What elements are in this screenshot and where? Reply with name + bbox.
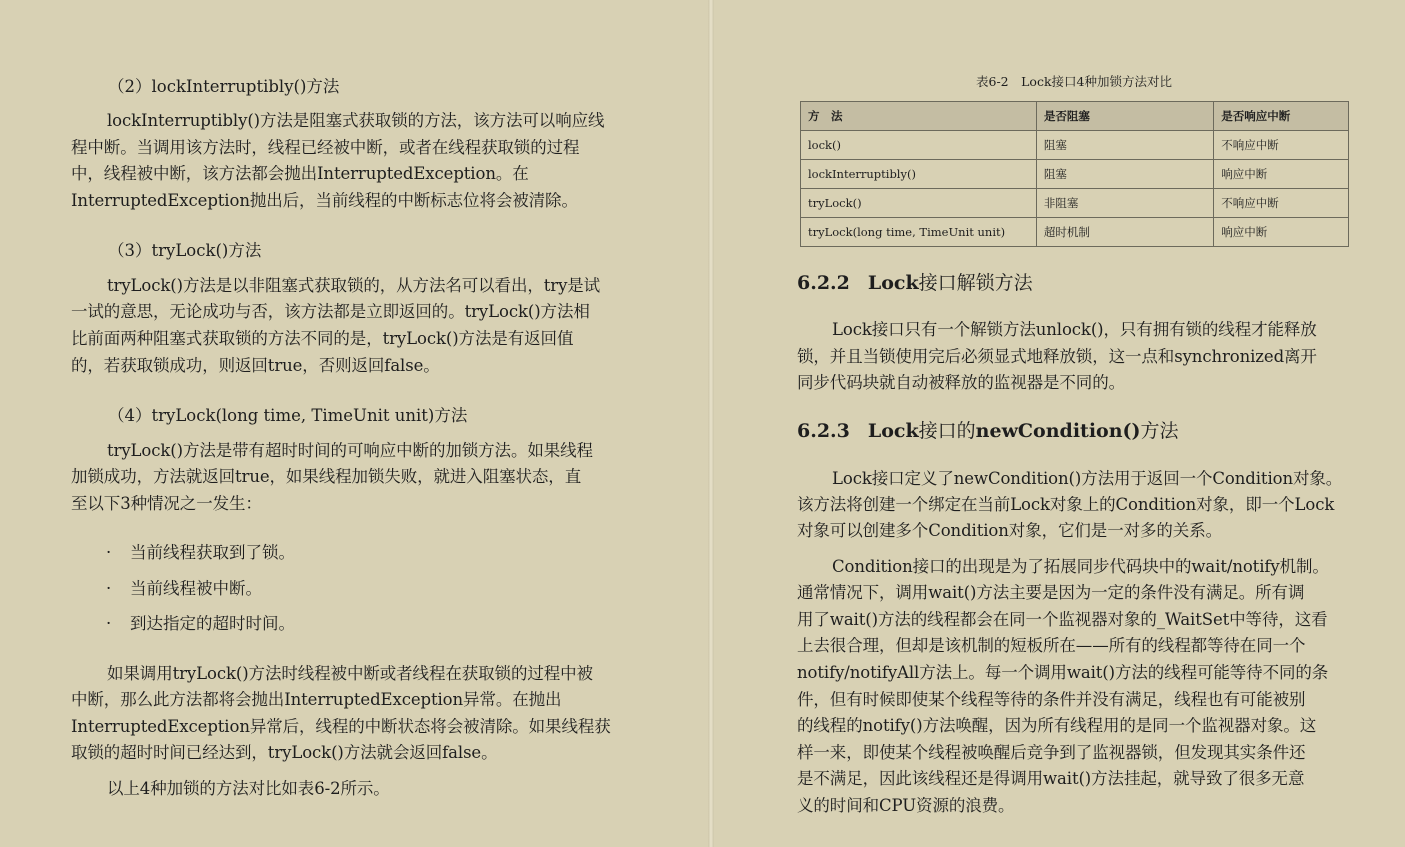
- table-cell: lockInterruptibly(): [801, 160, 1037, 189]
- paragraph-line: InterruptedException抛出后，当前线程的中断标志位将会被清除。: [71, 191, 578, 210]
- paragraph-line: 程中断。当调用该方法时，线程已经被中断，或者在线程获取锁的过程: [71, 138, 580, 157]
- table-cell: 非阻塞: [1036, 189, 1213, 218]
- list-item-text: 到达指定的超时时间。: [130, 614, 295, 633]
- paragraph-line: 如果调用tryLock()方法时线程被中断或者线程在获取锁的过程中被: [107, 664, 593, 683]
- table-cell: 超时机制: [1036, 218, 1213, 247]
- paragraph-line: 的线程的notify()方法唤醒，因为所有线程用的是同一个监视器对象。这: [797, 716, 1317, 735]
- bullet-marker: ·: [106, 614, 112, 633]
- paragraph-line: 比前面两种阻塞式获取锁的方法不同的是，tryLock()方法是有返回值: [71, 329, 574, 348]
- list-item: [106, 611, 295, 637]
- list-item: [106, 576, 262, 602]
- paragraph-line: Lock接口定义了newCondition()方法用于返回一个Condition对象。: [832, 469, 1343, 488]
- column-header-blocking: 是否阻塞: [1036, 102, 1213, 131]
- table-cell: lock(): [801, 131, 1037, 160]
- heading-lockinterruptibly: （2）lockInterruptibly()方法: [108, 77, 340, 96]
- column-header-method: 方 法: [801, 102, 1037, 131]
- table-cell: 不响应中断: [1214, 189, 1349, 218]
- lock-methods-table: [800, 101, 1349, 247]
- paragraph-line: 取锁的超时时间已经达到，tryLock()方法就会返回false。: [71, 743, 498, 762]
- section-title-part: 接口的: [918, 420, 976, 442]
- table-row: [801, 160, 1349, 189]
- paragraph-line: 该方法将创建一个绑定在当前Lock对象上的Condition对象，即一个Lock: [797, 495, 1335, 514]
- section-heading-newcondition: [797, 418, 1179, 444]
- section-number: 6.2.3: [797, 420, 850, 442]
- paragraph-line: 是不满足，因此该线程还是得调用wait()方法挂起，就导致了很多无意: [797, 769, 1305, 788]
- section-heading-unlock: [797, 270, 1033, 296]
- table-caption: 表6-2 Lock接口4种加锁方法对比: [976, 74, 1172, 89]
- paragraph-line: notify/notifyAll方法上。每一个调用wait()方法的线程可能等待不同的条: [797, 663, 1329, 682]
- table-cell: tryLock(long time, TimeUnit unit): [801, 218, 1037, 247]
- paragraph-line: 对象可以创建多个Condition对象，它们是一对多的关系。: [797, 521, 1222, 540]
- table-cell: 响应中断: [1214, 160, 1349, 189]
- paragraph-line: lockInterruptibly()方法是阻塞式获取锁的方法，该方法可以响应线: [107, 111, 605, 130]
- table-header-row: [801, 102, 1349, 131]
- paragraph-line: 上去很合理，但却是该机制的短板所在——所有的线程都等待在同一个: [797, 636, 1306, 655]
- paragraph-line: 样一来，即使某个线程被唤醒后竞争到了监视器锁，但发现其实条件还: [797, 743, 1306, 762]
- paragraph-line: tryLock()方法是带有超时时间的可响应中断的加锁方法。如果线程: [107, 441, 593, 460]
- paragraph-line: tryLock()方法是以非阻塞式获取锁的，从方法名可以看出，try是试: [107, 276, 601, 295]
- section-title-part: newCondition(): [975, 420, 1141, 442]
- table-row: [801, 218, 1349, 247]
- paragraph-line: 用了wait()方法的线程都会在同一个监视器对象的_WaitSet中等待，这看: [797, 610, 1328, 629]
- paragraph-line: 加锁成功，方法就返回true，如果线程加锁失败，就进入阻塞状态，直: [71, 467, 582, 486]
- paragraph-line: 的，若获取锁成功，则返回true，否则返回false。: [71, 356, 440, 375]
- paragraph-line: 中断，那么此方法都将会抛出InterruptedException异常。在抛出: [71, 690, 562, 709]
- paragraph-line: Condition接口的出现是为了拓展同步代码块中的wait/notify机制。: [832, 557, 1329, 576]
- bullet-marker: ·: [106, 543, 112, 562]
- paragraph-line: 通常情况下，调用wait()方法主要是因为一定的条件没有满足。所有调: [797, 583, 1305, 602]
- list-item-text: 当前线程获取到了锁。: [130, 543, 295, 562]
- table-cell: 响应中断: [1214, 218, 1349, 247]
- section-title-part: 方法: [1140, 420, 1179, 442]
- paragraph-line: 件，但有时候即使某个线程等待的条件并没有满足，线程也有可能被别: [797, 690, 1306, 709]
- table-cell: 不响应中断: [1214, 131, 1349, 160]
- list-item-text: 当前线程被中断。: [130, 579, 262, 598]
- paragraph-line: Lock接口只有一个解锁方法unlock()，只有拥有锁的线程才能释放: [832, 320, 1317, 339]
- section-number: 6.2.2: [797, 272, 850, 294]
- right-page: [714, 0, 1405, 847]
- paragraph-line: 以上4种加锁的方法对比如表6-2所示。: [107, 779, 390, 798]
- table-row: [801, 131, 1349, 160]
- table-row: [801, 189, 1349, 218]
- list-item: [106, 540, 295, 566]
- heading-trylock-timeout: （4）tryLock(long time, TimeUnit unit)方法: [108, 406, 468, 425]
- column-header-interrupt: 是否响应中断: [1214, 102, 1349, 131]
- paragraph-line: 同步代码块就自动被释放的监视器是不同的。: [797, 373, 1126, 392]
- paragraph-line: 锁，并且当锁使用完后必须显式地释放锁，这一点和synchronized离开: [797, 347, 1317, 366]
- paragraph-line: 至以下3种情况之一发生：: [71, 494, 262, 513]
- paragraph-line: 中，线程被中断，该方法都会抛出InterruptedException。在: [71, 164, 529, 183]
- section-title-part: 接口解锁方法: [918, 272, 1033, 294]
- section-title-part: Lock: [867, 420, 919, 442]
- section-title-part: Lock: [867, 272, 919, 294]
- paragraph-line: 义的时间和CPU资源的浪费。: [797, 796, 1015, 815]
- paragraph-line: 一试的意思，无论成功与否，该方法都是立即返回的。tryLock()方法相: [71, 302, 590, 321]
- table-cell: 阻塞: [1036, 160, 1213, 189]
- bullet-marker: ·: [106, 579, 112, 598]
- table-cell: 阻塞: [1036, 131, 1213, 160]
- heading-trylock: （3）tryLock()方法: [108, 241, 262, 260]
- table-cell: tryLock(): [801, 189, 1037, 218]
- paragraph-line: InterruptedException异常后，线程的中断状态将会被清除。如果线程获: [71, 717, 611, 736]
